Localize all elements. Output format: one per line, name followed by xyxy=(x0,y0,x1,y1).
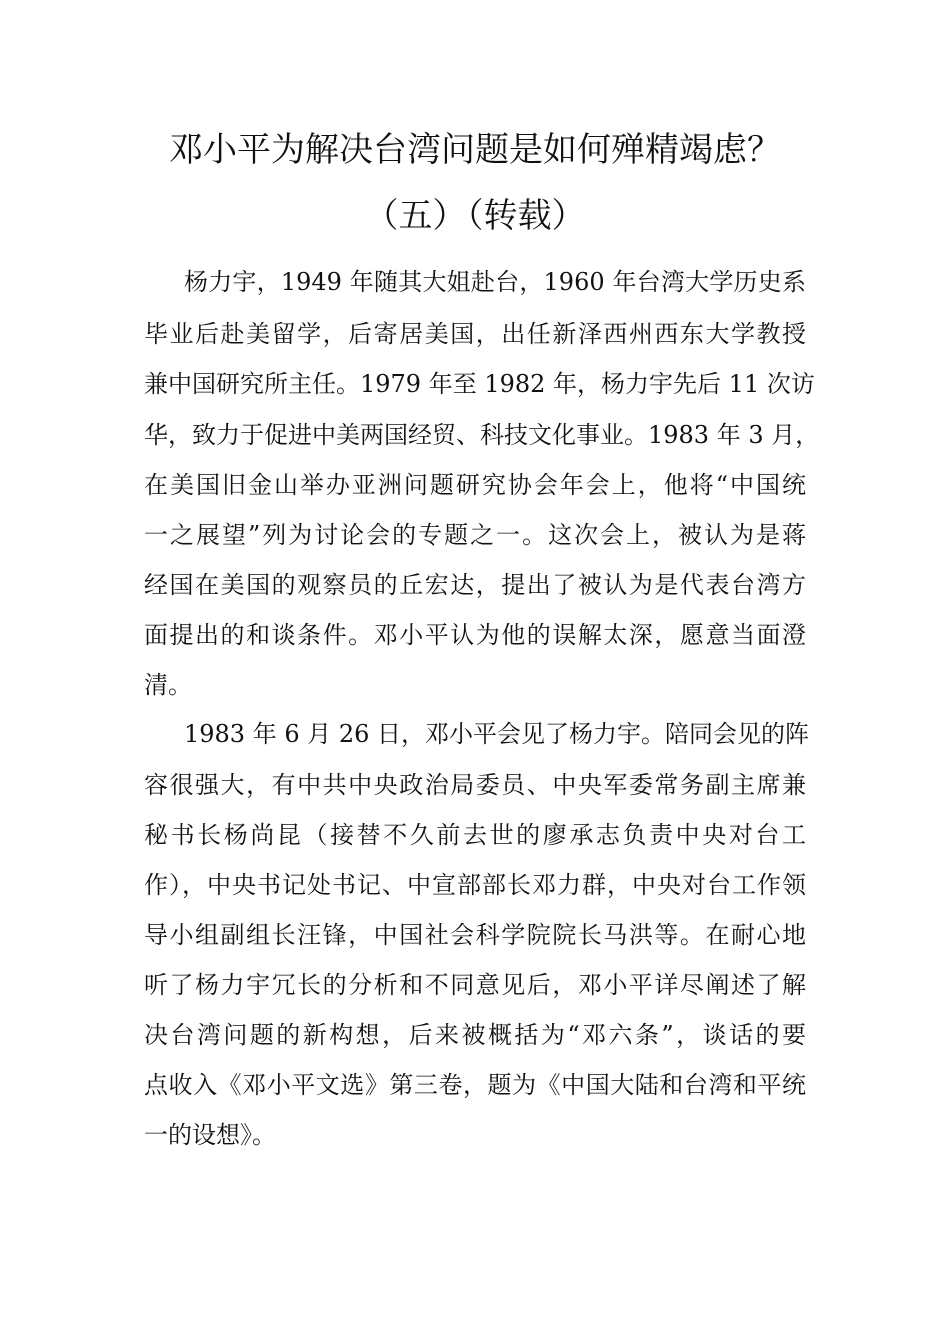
paragraph-line: 决台湾问题的新构想，后来被概括为“邓六条”，谈话的要 xyxy=(144,1021,806,1049)
paragraph-line: 兼中国研究所主任。1979 年至 1982 年，杨力宇先后 11 次访 xyxy=(144,370,815,398)
paragraph-line: 华，致力于促进中美两国经贸、科技文化事业。1983 年 3 月， xyxy=(144,421,820,449)
paragraph-line: 点收入《邓小平文选》第三卷，题为《中国大陆和台湾和平统 xyxy=(144,1071,806,1099)
document-title-line-1: 邓小平为解决台湾问题是如何殚精竭虑？ xyxy=(169,130,781,170)
paragraph-line: 容很强大，有中共中央政治局委员、中央军委常务副主席兼 xyxy=(144,771,806,799)
paragraph-line: 清。 xyxy=(144,671,192,699)
paragraph-line: 1983 年 6 月 26 日，邓小平会见了杨力宇。陪同会见的阵 xyxy=(184,720,810,748)
paragraph-line: 听了杨力宇冗长的分析和不同意见后，邓小平详尽阐述了解 xyxy=(144,971,806,999)
paragraph-line: 面提出的和谈条件。邓小平认为他的误解太深，愿意当面澄 xyxy=(144,621,806,649)
paragraph-line: 一之展望”列为讨论会的专题之一。这次会上，被认为是蒋 xyxy=(144,521,806,549)
paragraph-line: 经国在美国的观察员的丘宏达，提出了被认为是代表台湾方 xyxy=(144,571,806,599)
paragraph-line: 作），中央书记处书记、中宣部部长邓力群，中央对台工作领 xyxy=(144,871,806,899)
paragraph-line: 导小组副组长汪锋，中国社会科学院院长马洪等。在耐心地 xyxy=(144,921,806,949)
paragraph-line: 杨力宇，1949 年随其大姐赴台，1960 年台湾大学历史系 xyxy=(184,268,806,296)
paragraph-line: 毕业后赴美留学，后寄居美国，出任新泽西州西东大学教授 xyxy=(144,320,806,348)
document-title-line-2: （五）（转载） xyxy=(364,196,586,236)
paragraph-line: 在美国旧金山举办亚洲问题研究协会年会上，他将“中国统 xyxy=(144,471,806,499)
paragraph-line: 秘书长杨尚昆（接替不久前去世的廖承志负责中央对台工 xyxy=(144,821,806,849)
paragraph-line: 一的设想》。 xyxy=(144,1121,276,1149)
